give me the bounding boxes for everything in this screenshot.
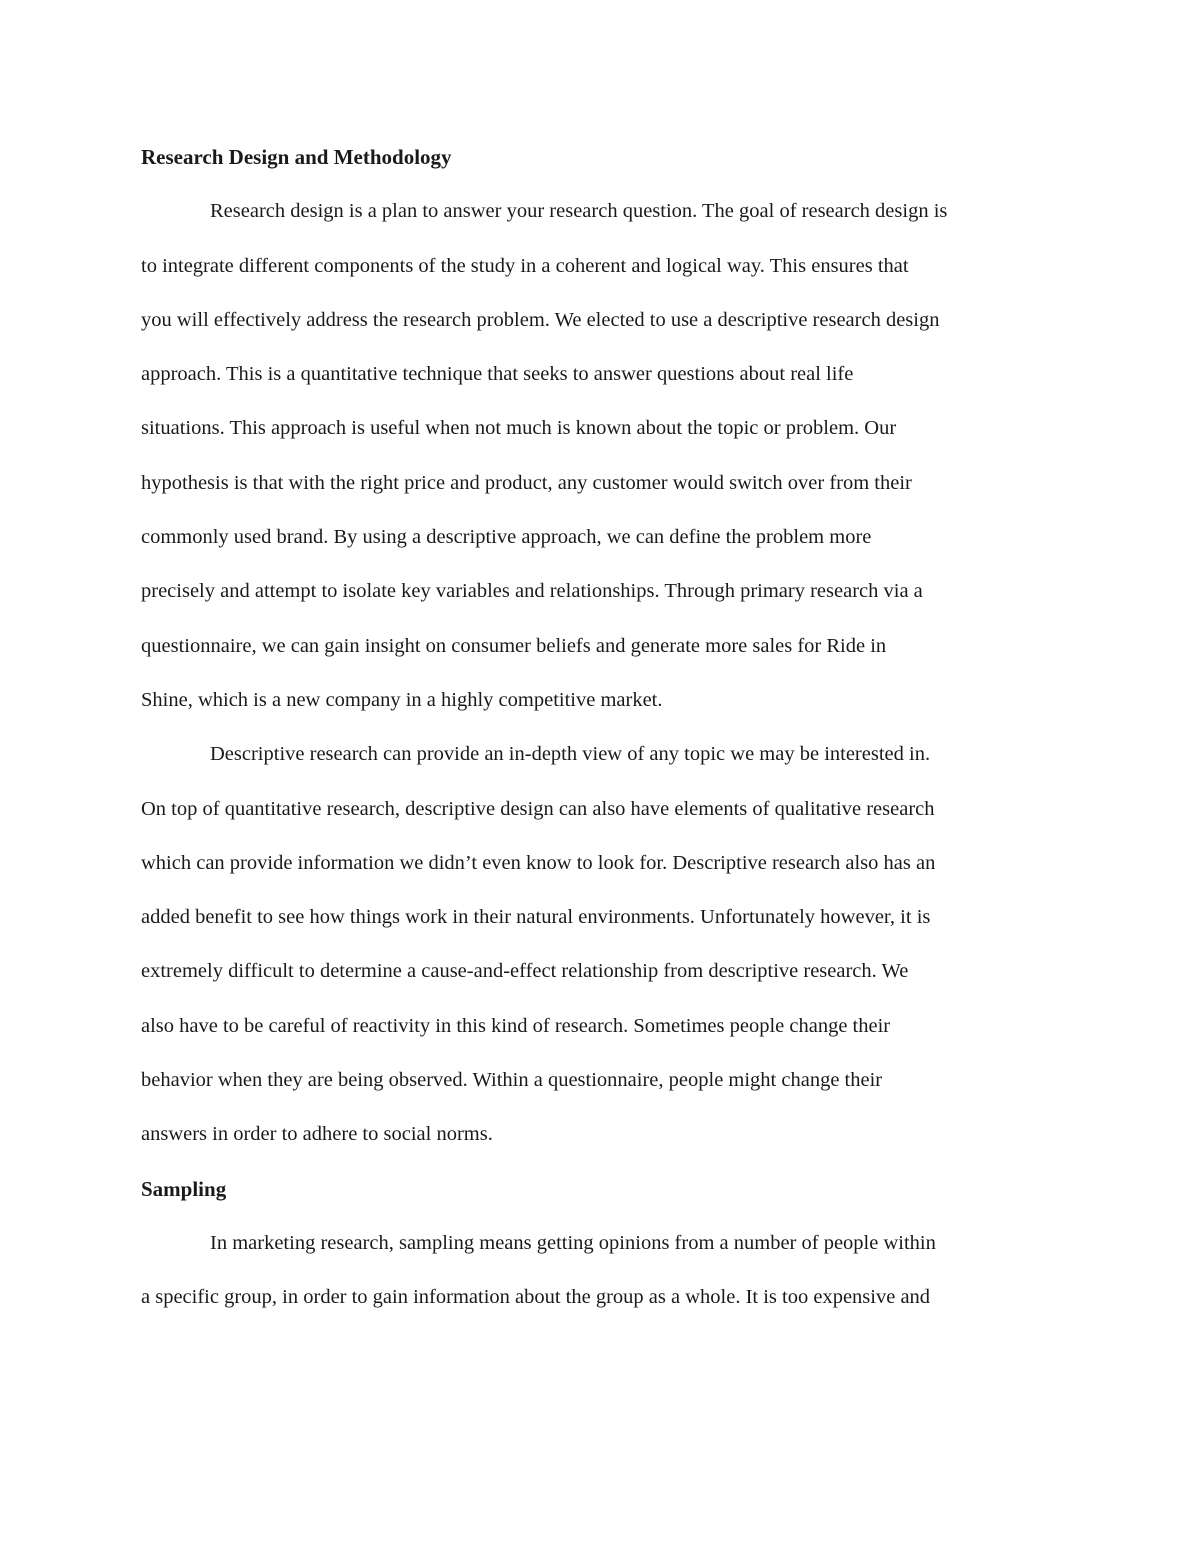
paragraph-line: a specific group, in order to gain information about the group as a whole. It is too expensive and (141, 1286, 931, 1309)
paragraph-line: questionnaire, we can gain insight on consumer beliefs and generate more sales for Ride in (141, 634, 887, 657)
paragraph-research-design (141, 184, 1066, 727)
paragraph-sampling (141, 1216, 1066, 1325)
paragraph-line: On top of quantitative research, descriptive design can also have elements of qualitative research (141, 797, 935, 820)
paragraph-line: In marketing research, sampling means getting opinions from a number of people within (210, 1231, 936, 1254)
paragraph-line: hypothesis is that with the right price and product, any customer would switch over from their (141, 471, 912, 494)
paragraph-line: Descriptive research can provide an in-depth view of any topic we may be interested in. (210, 743, 931, 766)
paragraph-line: to integrate different components of the study in a coherent and logical way. This ensures that (141, 254, 909, 277)
paragraph-line: extremely difficult to determine a cause-and-effect relationship from descriptive research. We (141, 960, 909, 983)
paragraph-line: behavior when they are being observed. Within a questionnaire, people might change their (141, 1069, 883, 1092)
paragraph-line: approach. This is a quantitative technique that seeks to answer questions about real life (141, 363, 854, 386)
document-body (141, 130, 1066, 1325)
section-heading-sampling: Sampling (141, 1176, 227, 1201)
paragraph-line: commonly used brand. By using a descriptive approach, we can define the problem more (141, 526, 872, 549)
paragraph-line: added benefit to see how things work in their natural environments. Unfortunately however, it is (141, 906, 931, 929)
paragraph-line: precisely and attempt to isolate key variables and relationships. Through primary research via a (141, 580, 923, 603)
paragraph-line: Shine, which is a new company in a highly competitive market. (141, 688, 663, 711)
paragraph-line: Research design is a plan to answer your research question. The goal of research design is (210, 200, 948, 223)
paragraph-line: also have to be careful of reactivity in this kind of research. Sometimes people change their (141, 1014, 891, 1037)
paragraph-descriptive-research (141, 727, 1066, 1161)
paragraph-line: answers in order to adhere to social norms. (141, 1123, 493, 1146)
section-heading-research-design: Research Design and Methodology (141, 145, 452, 169)
paragraph-line: which can provide information we didn’t even know to look for. Descriptive research also has an (141, 851, 936, 874)
paragraph-line: you will effectively address the research problem. We elected to use a descriptive research design (141, 308, 940, 331)
paragraph-line: situations. This approach is useful when not much is known about the topic or problem. Our (141, 417, 897, 440)
